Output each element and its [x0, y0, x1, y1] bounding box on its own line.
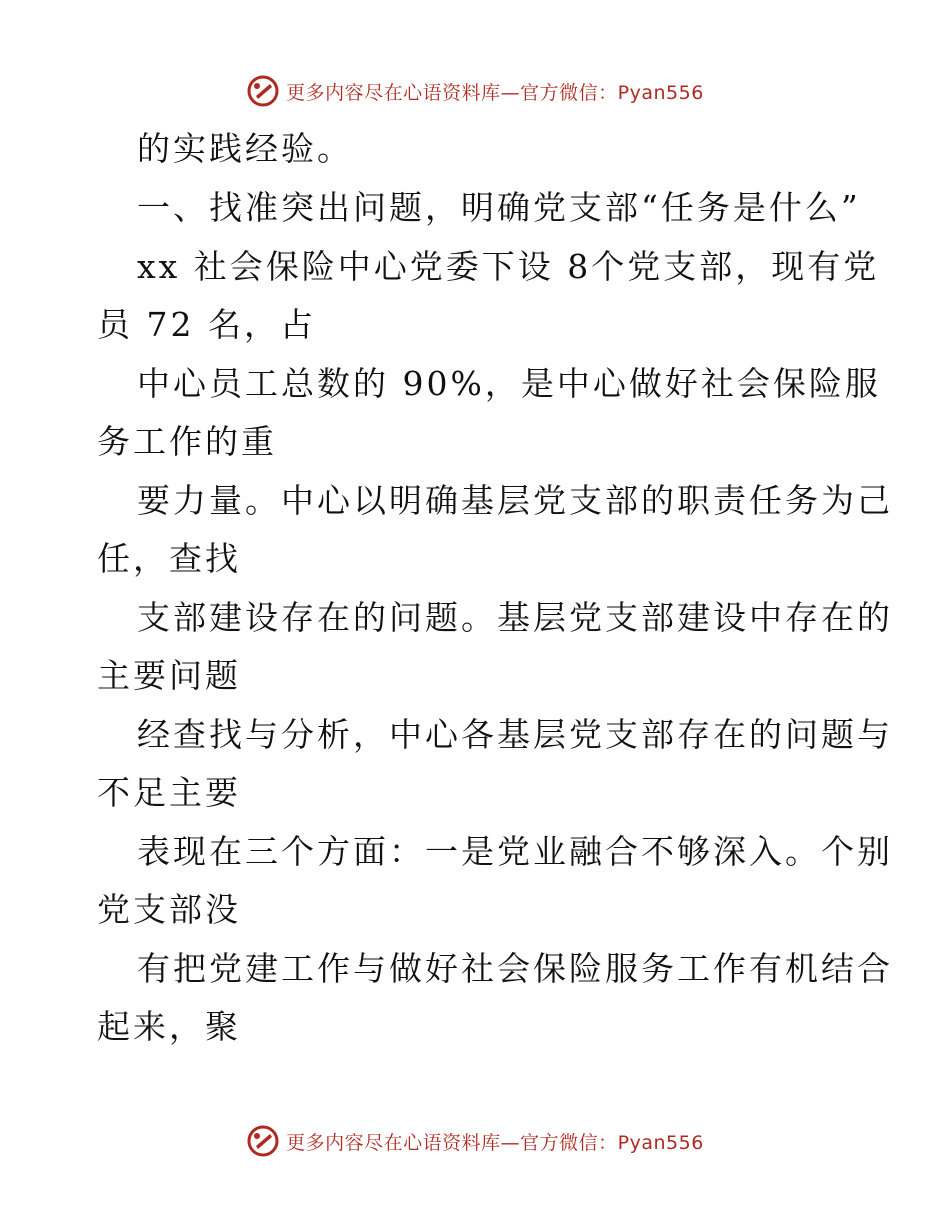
text-line: 员 72 名，占 — [97, 305, 316, 344]
text-line: 任，查找 — [97, 539, 241, 578]
watermark-text: 更多内容尽在心语资料库—官方微信：Pyan556 — [286, 1131, 704, 1154]
text-line: xx 社会保险中心党委下设 8个党支部，现有党 — [137, 247, 880, 286]
logo-icon — [246, 1124, 280, 1158]
text-line: 中心员工总数的 90%，是中心做好社会保险服 — [137, 364, 881, 403]
watermark-text: 更多内容尽在心语资料库—官方微信：Pyan556 — [286, 81, 704, 104]
text-line: 要力量。中心以明确基层党支部的职责任务为己 — [137, 481, 893, 520]
logo-icon — [246, 74, 280, 108]
watermark-header — [0, 74, 950, 108]
text-line: 党支部没 — [97, 890, 241, 929]
section-heading: 一、找准突出问题，明确党支部“任务是什么” — [137, 188, 861, 227]
text-line: 有把党建工作与做好社会保险服务工作有机结合 — [137, 949, 893, 988]
text-line: 经查找与分析，中心各基层党支部存在的问题与 — [137, 715, 893, 754]
text-line: 主要问题 — [97, 656, 241, 695]
text-line: 支部建设存在的问题。基层党支部建设中存在的 — [137, 598, 893, 637]
text-line: 务工作的重 — [97, 422, 277, 461]
text-line: 不足主要 — [97, 773, 241, 812]
watermark-footer — [0, 1124, 950, 1158]
text-line: 起来，聚 — [97, 1007, 241, 1046]
text-line: 的实践经验。 — [137, 129, 353, 168]
text-line: 表现在三个方面：一是党业融合不够深入。个别 — [137, 832, 893, 871]
